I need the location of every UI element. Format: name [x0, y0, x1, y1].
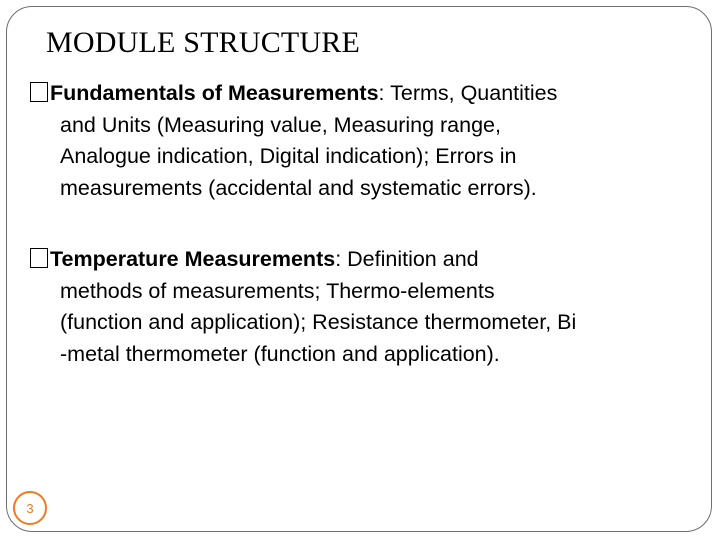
bullet-heading: Temperature Measurements [50, 247, 336, 271]
slide-title: MODULE STRUCTURE [46, 26, 361, 59]
bullet-temperature [28, 244, 708, 370]
bullet-line1-text: : Definition and [335, 247, 479, 271]
bullet-fundamentals [28, 78, 708, 204]
bullet-line: (function and application); Resistance thermometer, Bi [60, 310, 577, 334]
page-number-badge: 3 [13, 491, 47, 525]
bullet-line: Analogue indication, Digital indication); Errors in [60, 144, 517, 168]
bullet-box-icon [30, 82, 48, 102]
bullet-line: measurements (accidental and systematic errors). [60, 175, 537, 200]
bullet-heading: Fundamentals of Measurements [50, 81, 379, 105]
bullet-line: methods of measurements; Thermo-elements [60, 278, 495, 303]
bullet-line: -metal thermometer (function and application). [60, 341, 500, 366]
bullet-line1-text: : Terms, Quantities [378, 81, 558, 105]
bullet-box-icon [30, 248, 48, 268]
bullet-line: and Units (Measuring value, Measuring range, [60, 112, 501, 137]
